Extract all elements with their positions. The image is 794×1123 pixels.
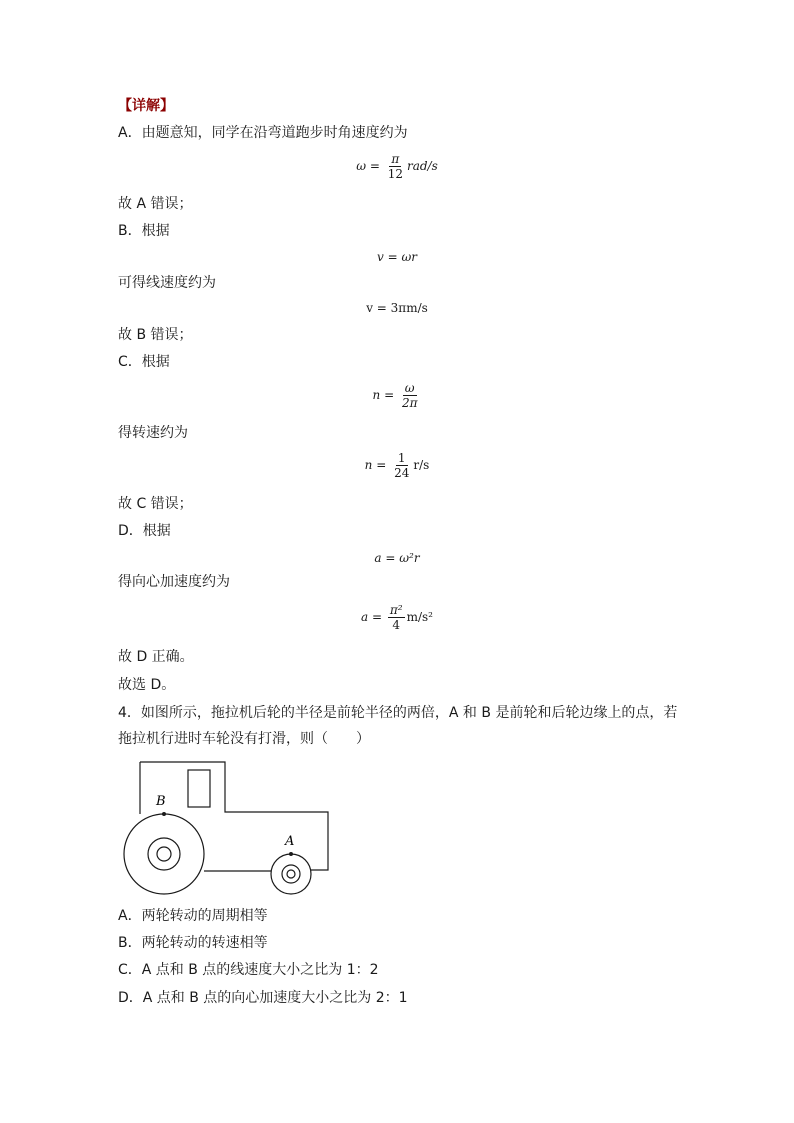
front-wheel [271,852,311,894]
choice-a: A．两轮转动的周期相等 [118,908,268,924]
option-b-intro: B．根据 [118,223,170,239]
eq-lhs: n [364,458,373,472]
answer-line: 故选 D。 [118,677,176,693]
fraction-denominator: 12 [387,167,403,181]
fraction-numerator: π [391,152,400,166]
option-b-conclusion: 故 B 错误； [118,327,193,343]
option-d-conclusion: 故 D 正确。 [118,649,194,665]
choice-c: C．A 点和 B 点的线速度大小之比为 1：2 [118,962,379,978]
fraction-denominator: 2π [401,396,418,410]
equation-v-formula: v = ωr [377,250,417,264]
eq-lhs: a [361,610,369,624]
question-line-1: 4．如图所示，拖拉机后轮的半径是前轮半径的两倍，A 和 B 是前轮和后轮边缘上的点，若 [118,705,678,721]
eq-unit: rad/s [406,159,438,173]
fraction-denominator: 4 [392,618,401,632]
option-d-mid: 得向心加速度约为 [118,574,230,590]
option-c-intro: C．根据 [118,354,170,370]
option-d-intro: D．根据 [118,523,171,539]
equation-a-value: a = $\frac{\text{π²}}{4}$ m/s² [361,603,433,632]
fraction-numerator: 1 [397,451,406,465]
tractor-diagram [118,758,333,896]
label-a: A [285,834,295,849]
fraction [386,152,405,181]
fraction-numerator: ω [404,381,415,395]
eq-unit: r/s [413,458,430,472]
fraction [392,451,411,480]
choice-b: B．两轮转动的转速相等 [118,935,268,951]
fraction-numerator: π² [389,603,403,617]
equation-n-value: n = $\frac{1}{24}$ r/s [364,451,430,480]
equation-v-value: v = 3πm/s [366,301,428,315]
option-c-conclusion: 故 C 错误； [118,496,193,512]
choice-d: D．A 点和 B 点的向心加速度大小之比为 2：1 [118,990,408,1006]
rear-wheel [124,812,204,894]
option-c-mid: 得转速约为 [118,425,188,441]
option-a-conclusion: 故 A 错误； [118,196,193,212]
section-title: 【详解】 [118,98,174,114]
option-b-mid: 可得线速度约为 [118,275,216,291]
equation-n-formula: n = $\frac{\omega}{2\pi}$ [372,381,418,410]
equation-omega: ω = $\frac{\pi}{12}$ rad/s [356,152,438,181]
eq-lhs: n [372,388,381,402]
fraction [388,603,405,632]
eq-unit: m/s² [406,610,433,624]
question-line-2: 拖拉机行进时车轮没有打滑，则（ ） [118,731,370,747]
fraction-denominator: 24 [394,466,410,480]
equation-a-formula: a = ω²r [374,551,420,565]
eq-lhs: ω [356,159,367,173]
label-b: B [156,794,166,809]
fraction [400,381,420,410]
option-a-intro: A．由题意知，同学在沿弯道跑步时角速度约为 [118,125,408,141]
